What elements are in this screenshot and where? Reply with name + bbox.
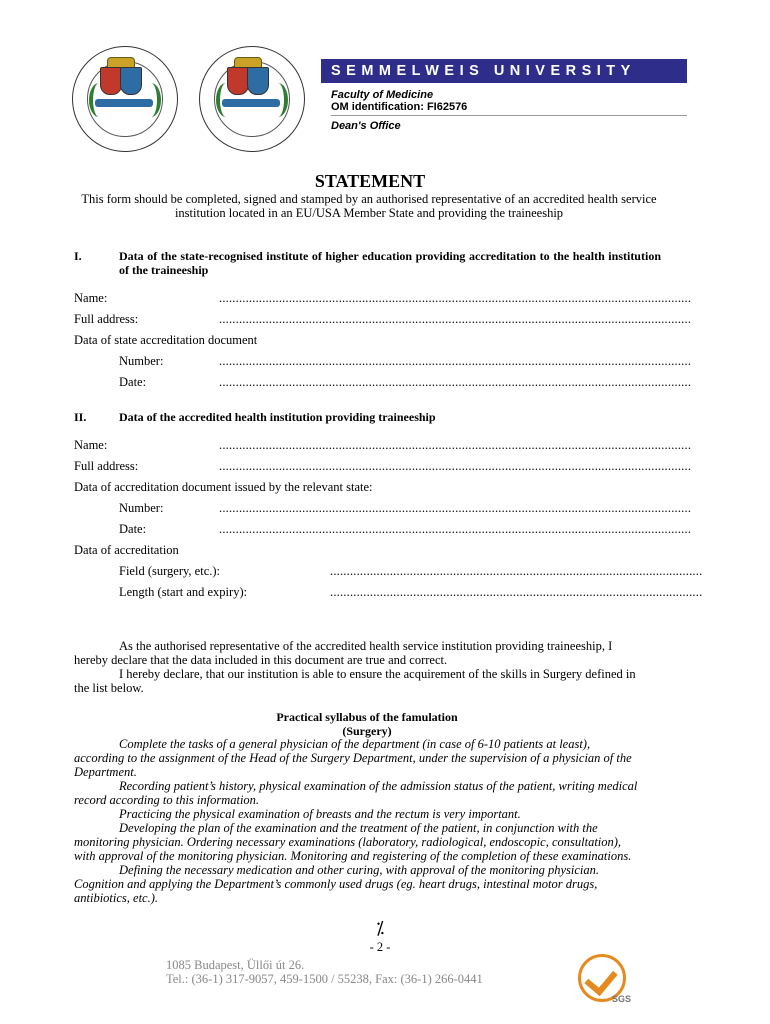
syllabus-line: according to the assignment of the Head of the Surgery Department, under the supervision of a physician of the	[74, 751, 632, 765]
page-number: - 2 -	[369, 940, 391, 954]
s1-name-label: Name:	[74, 291, 108, 305]
syllabus-line: Practicing the physical examination of breasts and the rectum is very important.	[119, 807, 521, 821]
s1-number-label: Number:	[119, 354, 164, 368]
s2-address-field[interactable]: ..............................................................................................................................................	[219, 459, 692, 473]
syllabus-line: with approval of the monitoring physician. Monitoring and registering of the completion of these examinations.	[74, 849, 632, 863]
section-1-number: I.	[74, 249, 82, 263]
office-name: Dean's Office	[331, 120, 401, 132]
s1-name-field[interactable]: ..............................................................................................................................................	[219, 291, 692, 305]
s2-length-field[interactable]: ................................................................................................................	[330, 585, 703, 599]
s2-date-label: Date:	[119, 522, 147, 536]
continuation-mark: ⁒	[375, 918, 385, 938]
declaration-line-3: I hereby declare, that our institution is able to ensure the acquirement of the skills in Surgery defined in	[119, 667, 636, 681]
s2-name-field[interactable]: ..............................................................................................................................................	[219, 438, 692, 452]
declaration-line-1: As the authorised representative of the accredited health service institution providing traineeship, I	[119, 639, 613, 653]
university-banner: SEMMELWEIS UNIVERSITY	[321, 59, 687, 83]
faculty-seal-right	[199, 46, 305, 152]
section-1-heading: Data of the state-recognised institute of higher education providing accreditation to the health institution of the traineeship	[119, 249, 661, 277]
s1-date-field[interactable]: ..............................................................................................................................................	[219, 375, 692, 389]
s2-name-label: Name:	[74, 438, 108, 452]
footer-address: 1085 Budapest, Üllői út 26.	[166, 958, 305, 972]
s1-address-field[interactable]: ..............................................................................................................................................	[219, 312, 692, 326]
s1-address-label: Full address:	[74, 312, 139, 326]
university-seal-left	[72, 46, 178, 152]
syllabus-line: Cognition and applying the Department’s commonly used drugs (eg. heart drugs, intestinal motor drugs,	[74, 877, 598, 891]
footer-phone: Tel.: (36-1) 317-9057, 459-1500 / 55238, Fax: (36-1) 266-0441	[166, 972, 483, 986]
om-identification: OM identification: FI62576	[331, 101, 468, 113]
s2-field-label: Field (surgery, etc.):	[119, 564, 221, 578]
syllabus-line: record according to this information.	[74, 793, 260, 807]
header-divider	[331, 115, 687, 116]
faculty-name: Faculty of Medicine	[331, 89, 434, 101]
s2-doc-label: Data of accreditation document issued by the relevant state:	[74, 480, 373, 494]
section-2-number: II.	[74, 410, 87, 424]
syllabus-line: Department.	[74, 765, 137, 779]
s2-number-label: Number:	[119, 501, 164, 515]
s2-length-label: Length (start and expiry):	[119, 585, 248, 599]
s2-accreditation-label: Data of accreditation	[74, 543, 179, 557]
syllabus-title: Practical syllabus of the famulation	[276, 710, 458, 724]
syllabus-subtitle: (Surgery)	[342, 724, 392, 738]
s1-doc-label: Data of state accreditation document	[74, 333, 258, 347]
s2-number-field[interactable]: ..............................................................................................................................................	[219, 501, 692, 515]
s2-address-label: Full address:	[74, 459, 139, 473]
declaration-line-4: the list below.	[74, 681, 144, 695]
syllabus-line: Complete the tasks of a general physician of the department (in case of 6-10 patients at least),	[119, 737, 591, 751]
declaration-line-2: hereby declare that the data included in this document are true and correct.	[74, 653, 448, 667]
s2-date-field[interactable]: ..............................................................................................................................................	[219, 522, 692, 536]
section-2-heading: Data of the accredited health institution providing traineeship	[119, 410, 436, 424]
syllabus-line: antibiotics, etc.).	[74, 891, 159, 905]
page-title: STATEMENT	[314, 171, 426, 191]
intro-text: This form should be completed, signed and stamped by an authorised representative of an accredited health service institution located in an EU/USA Member State and providing the traineeship	[81, 192, 657, 220]
syllabus-line: Defining the necessary medication and other curing, with approval of the monitoring physician.	[119, 863, 600, 877]
s1-date-label: Date:	[119, 375, 147, 389]
certification-label: SGS	[612, 994, 632, 1004]
s2-field-field[interactable]: ................................................................................................................	[330, 564, 703, 578]
syllabus-line: Recording patient’s history, physical examination of the admission status of the patient, writing medical	[119, 779, 638, 793]
s1-number-field[interactable]: ..............................................................................................................................................	[219, 354, 692, 368]
syllabus-line: Developing the plan of the examination and the treatment of the patient, in conjunction with the	[119, 821, 598, 835]
syllabus-line: monitoring physician. Ordering necessary examinations (laboratory, radiological, endoscopic, consultation),	[74, 835, 622, 849]
